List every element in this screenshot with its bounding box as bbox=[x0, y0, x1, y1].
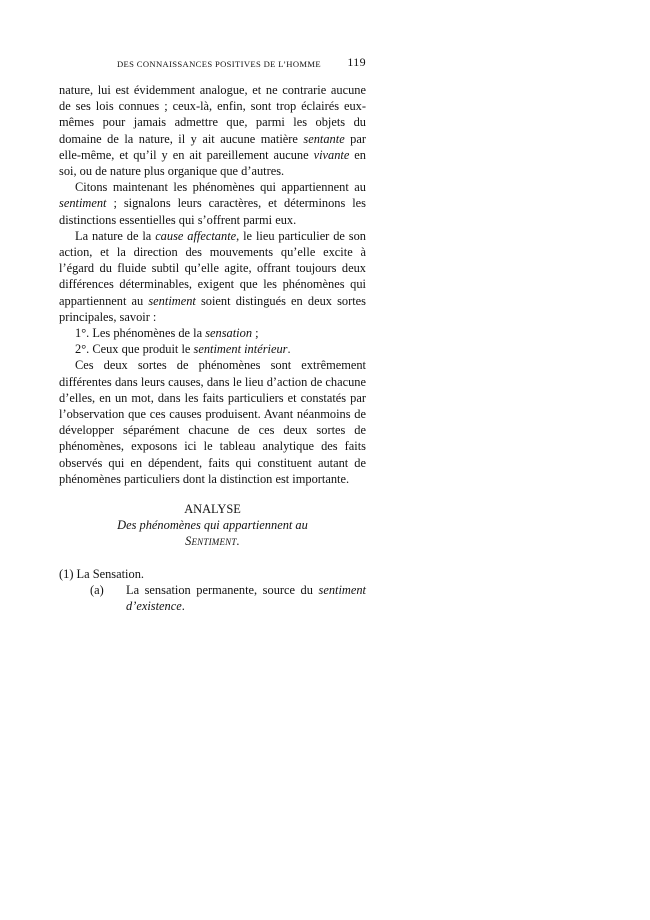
analysis-list-item-1: (1) La Sensation. bbox=[59, 566, 144, 581]
analysis-subtitle-2: Sentiment. bbox=[185, 534, 240, 549]
emphasis-sentante: sentante bbox=[303, 131, 345, 146]
emphasis-vivante: vivante bbox=[313, 147, 350, 162]
paragraph-4: Ces deux sortes de phénomènes sont extrêmement différentes dans leurs causes, dans le lieu d’action de chacune d’elles, en un mot, dans les faits particuliers et constatés par l’observation que ces causes produisent. Avant néanmoins de développer séparément chacune de ces deux sortes de phénomènes, exposons ici le tableau analytique des faits observés qui en dépendent, faits qui constituent autant de phénomènes particuliers dont la distinction est importante. bbox=[59, 358, 366, 486]
paragraph-2 bbox=[59, 179, 366, 228]
list-item-2-text: 2°. Ceux que produit le bbox=[75, 342, 194, 357]
analysis-heading bbox=[59, 501, 366, 550]
emphasis-existence: d’existence bbox=[126, 599, 182, 614]
paragraph-2-text-2: ; signalons leurs caractères, et déterminons les distinctions essentielles qui s’offrent parmi eux. bbox=[59, 196, 366, 227]
emphasis-cause-affectante: cause affectante bbox=[155, 228, 237, 243]
paragraph-1-text: nature, lui est évidemment analogue, et ne contrarie aucune de ses lois connues ; ceux-là, enfin, sont trop éclairés eux-mêmes pour jamais admettre que, parmi les objets du domaine de la nature, il y ait aucune matière bbox=[59, 83, 366, 146]
analysis-subtitle: Des phénomènes qui appartiennent au bbox=[117, 518, 308, 533]
paragraph-1 bbox=[59, 82, 366, 179]
paragraph-3-text: La nature de la bbox=[75, 228, 156, 243]
emphasis-sentiment-3: sentiment bbox=[318, 582, 366, 597]
running-header bbox=[59, 54, 366, 70]
paragraph-3-text-2: , le lieu particulier de son action, et la direction des mouvements qu’elle excite à l’égard du fluide subtil qu’elle agite, offrant toujours deux différences déterminables, exigent que les phénomènes qui appartiennent au bbox=[59, 228, 366, 308]
analysis-sublist-item-a bbox=[59, 582, 366, 614]
paragraph-1-text-3: en soi, ou de nature plus organique que d’autres. bbox=[59, 147, 366, 179]
running-title: DES CONNAISSANCES POSITIVES DE L’HOMME bbox=[117, 59, 321, 69]
paragraph-2-text: Citons maintenant les phénomènes qui appartiennent au bbox=[75, 180, 366, 195]
emphasis-sentiment-interieur: sentiment intérieur bbox=[193, 342, 288, 357]
list-item-1-text: 1°. Les phénomènes de la bbox=[75, 326, 206, 341]
emphasis-sentiment-1: sentiment bbox=[59, 196, 107, 211]
paragraph-1-text-2: par elle-même, et qu’il y en ait pareillement aucune bbox=[59, 131, 367, 162]
emphasis-sensation: sensation bbox=[205, 326, 253, 341]
list-item-2 bbox=[59, 341, 366, 357]
list-item-2-text-2: . bbox=[287, 342, 291, 357]
list-item-1 bbox=[59, 325, 366, 341]
sublist-text-a-3: . bbox=[181, 599, 185, 614]
sublist-text-a: La sensation permanente, source du bbox=[126, 582, 319, 597]
analysis-title: ANALYSE bbox=[184, 502, 241, 517]
paragraph-3-text-3: soient distingués en deux sortes principales, savoir : bbox=[59, 293, 366, 324]
analysis-list bbox=[59, 566, 366, 615]
emphasis-sentiment-2: sentiment bbox=[148, 293, 196, 308]
page-number: 119 bbox=[347, 55, 366, 69]
sublist-label-a: (a) bbox=[90, 582, 104, 597]
book-page bbox=[59, 54, 366, 614]
list-item-1-text-2: ; bbox=[252, 326, 259, 341]
paragraph-3 bbox=[59, 228, 366, 325]
